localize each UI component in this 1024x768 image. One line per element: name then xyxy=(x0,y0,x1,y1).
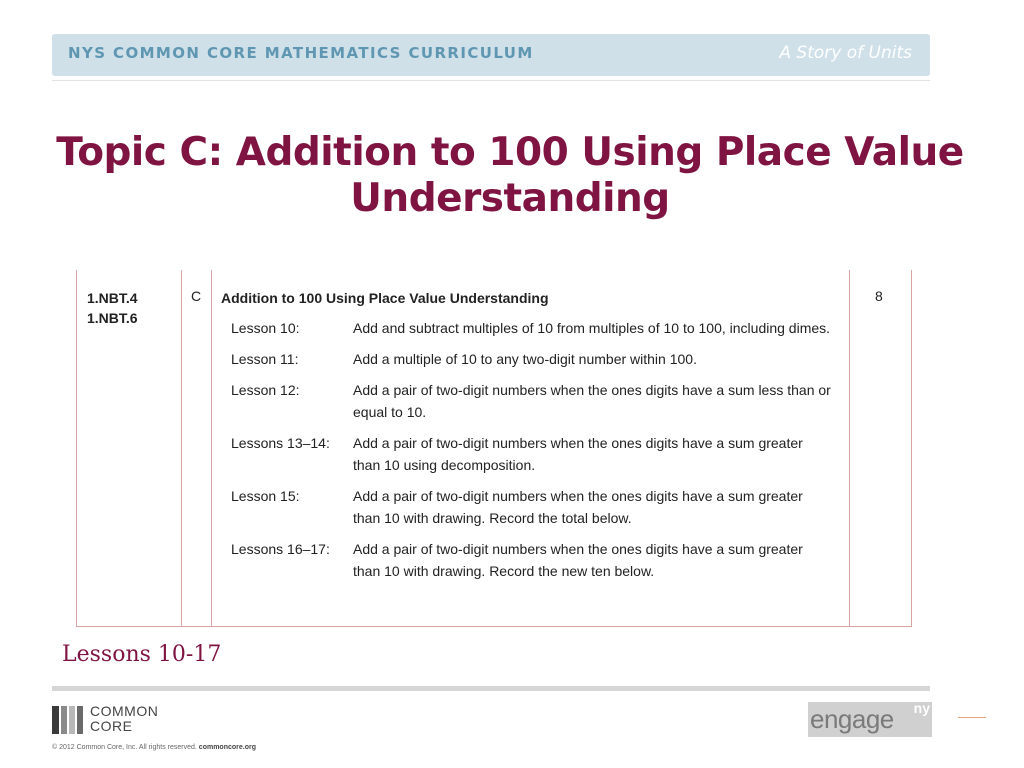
page-title xyxy=(40,130,980,222)
standards-cell xyxy=(87,288,138,328)
logo-bar xyxy=(52,706,59,734)
page-title-line-1: Topic C: Addition to 100 Using Place Value xyxy=(56,130,964,175)
logo-bar xyxy=(61,706,67,734)
lesson-row xyxy=(231,485,841,529)
lesson-row xyxy=(231,432,841,476)
copyright-text: © 2012 Common Core, Inc. All rights reserved. xyxy=(52,744,197,751)
standard-code: 1.NBT.4 xyxy=(87,290,138,306)
lesson-description: Add a pair of two-digit numbers when the ones digits have a sum greater than 10 using decomposition. xyxy=(353,435,803,473)
topic-heading: Addition to 100 Using Place Value Understanding xyxy=(221,290,549,306)
lesson-description: Add a multiple of 10 to any two-digit number within 100. xyxy=(353,351,697,367)
copyright-notice xyxy=(52,744,256,751)
common-core-wordmark xyxy=(90,704,158,734)
lessons-subtitle: Lessons 10-17 xyxy=(62,642,222,667)
topic-table xyxy=(76,270,912,627)
lesson-description: Add a pair of two-digit numbers when the ones digits have a sum greater than 10 with drawing. Record the total below. xyxy=(353,488,803,526)
lesson-row xyxy=(231,538,841,582)
lesson-row xyxy=(231,317,841,339)
lesson-description: Add a pair of two-digit numbers when the ones digits have a sum less than or equal to 10. xyxy=(353,382,831,420)
logo-bar xyxy=(77,706,83,734)
topic-letter: C xyxy=(191,288,202,304)
logo-bar xyxy=(69,706,75,734)
engage-wordmark: engage xyxy=(810,704,894,734)
lesson-description: Add and subtract multiples of 10 from multiples of 10 to 100, including dimes. xyxy=(353,320,831,336)
lesson-label: Lessons 13–14: xyxy=(231,435,330,451)
lesson-label: Lesson 10: xyxy=(231,320,300,336)
common-core-bars-icon xyxy=(52,706,84,734)
topic-content-cell xyxy=(221,288,841,582)
engage-ny-superscript: ny xyxy=(913,700,930,716)
lesson-description: Add a pair of two-digit numbers when the ones digits have a sum greater than 10 with drawing. Record the new ten below. xyxy=(353,541,803,579)
logo-text-line: CORE xyxy=(90,718,133,734)
days-count: 8 xyxy=(875,288,883,304)
table-column-divider xyxy=(211,270,212,626)
header-divider xyxy=(52,80,930,81)
copyright-link[interactable]: commoncore.org xyxy=(198,744,256,751)
table-column-divider xyxy=(181,270,182,626)
standard-code: 1.NBT.6 xyxy=(87,310,138,326)
lesson-label: Lessons 16–17: xyxy=(231,541,330,557)
lesson-label: Lesson 11: xyxy=(231,351,299,367)
table-column-divider xyxy=(849,270,850,626)
lesson-row xyxy=(231,379,841,423)
common-core-logo xyxy=(52,704,192,736)
header-bar xyxy=(52,34,930,76)
logo-text-line: COMMON xyxy=(90,703,159,719)
series-label: A Story of Units xyxy=(779,43,912,63)
engage-ny-logo xyxy=(808,702,932,737)
lesson-label: Lesson 15: xyxy=(231,488,300,504)
page-title-line-2: Understanding xyxy=(350,176,670,221)
lesson-label: Lesson 12: xyxy=(231,382,300,398)
lesson-row xyxy=(231,348,841,370)
curriculum-label: NYS COMMON CORE MATHEMATICS CURRICULUM xyxy=(68,44,534,62)
accent-divider xyxy=(958,717,986,718)
footer-divider xyxy=(52,686,930,691)
